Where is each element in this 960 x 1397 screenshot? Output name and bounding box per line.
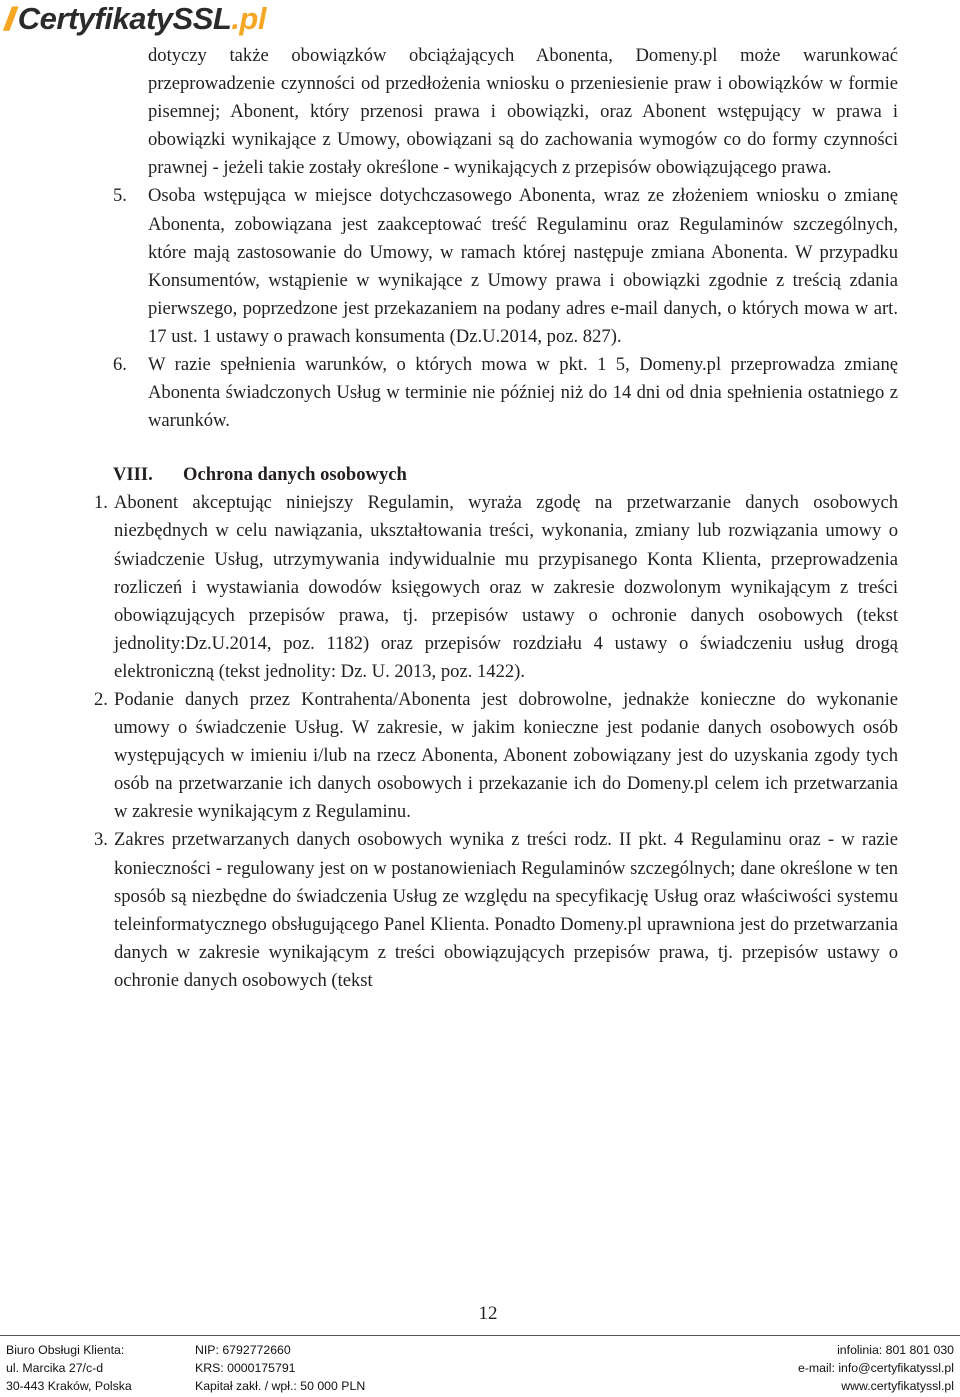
logo-wordmark <box>18 1 266 37</box>
footer-address <box>6 1341 132 1395</box>
footer-nip: NIP: 6792772660 <box>195 1343 291 1357</box>
logo-slashes: // <box>4 0 10 37</box>
list-item-5 <box>113 182 898 351</box>
section-title: Ochrona danych osobowych <box>183 464 407 486</box>
section-heading <box>113 461 960 489</box>
footer-office-label: Biuro Obsługi Klienta: <box>6 1343 125 1357</box>
section-item-1 <box>94 489 898 686</box>
list-item-number: 5. <box>113 185 127 207</box>
list-item-6 <box>113 351 898 435</box>
footer-website: www.certyfikatyssl.pl <box>841 1379 954 1393</box>
list-item-number: 3. <box>94 829 108 851</box>
continuation-paragraph: dotyczy także obowiązków obciążających Abonenta, Domeny.pl może warunkować przeprowadzenie czynności od przedłożenia wniosku o przeniesienie praw i obowiązków w formie pisemnej; Abonent, który przenosi prawa i obowiązki, oraz Abonent wstępujący w prawa i obowiązki wynikające z Umowy, obowiązani są do zachowania wymogów co do formy czynności prawnej - jeżeli takie zostały określone - wynikających z przepisów obowiązującego prawa. <box>148 45 898 179</box>
list-item-text: Podanie danych przez Kontrahenta/Abonenta jest dobrowolne, jednakże konieczne do wykonanie umowy o świadczenie Usług. W zakresie, w jakim konieczne jest podanie danych osobowych osób występujących w imieniu i/lub na rzecz Abonenta, Abonent zobowiązany jest do uzyskania zgody tych osób na przetwarzanie ich danych osobowych i przekazanie ich do Domeny.pl celem ich przetwarzania w zakresie wynikającym z Regulaminu. <box>114 688 898 823</box>
document-body <box>0 42 960 995</box>
list-item-text: Osoba wstępująca w miejsce dotychczasowego Abonenta, wraz ze złożeniem wniosku o zmianę Abonenta, zobowiązana jest zaakceptować treść Regulaminu oraz Regulaminów szczególnych, które mają zastosowanie do Umowy, w ramach której następuje zmiana Abonenta. W przypadku Konsumentów, wstąpienie w wynikające z Umowy prawa i obowiązki zgodnie z treścią zdania pierwszego, poprzedzone jest przekazaniem na podany adres e-mail danych, o których mowa w art. 17 ust. 1 ustawy o prawach konsumenta (Dz.U.2014, poz. 827). <box>148 185 898 347</box>
footer-phone: infolinia: 801 801 030 <box>837 1343 954 1357</box>
list-item-number: 1. <box>94 492 108 514</box>
page-number: 12 <box>478 1303 498 1324</box>
logo-main-text: CertyfikatySSL <box>17 1 232 36</box>
footer-registration <box>195 1341 365 1395</box>
company-logo <box>4 2 266 36</box>
logo-tld-text: .pl <box>231 1 266 36</box>
spacer <box>0 435 960 461</box>
footer-email: e-mail: info@certyfikatyssl.pl <box>798 1361 954 1375</box>
list-item-number: 6. <box>113 354 127 376</box>
footer-capital: Kapitał zakł. / wpł.: 50 000 PLN <box>195 1379 366 1393</box>
footer-divider <box>0 1335 960 1336</box>
footer-city: 30-443 Kraków, Polska <box>6 1379 132 1393</box>
footer-krs: KRS: 0000175791 <box>195 1361 296 1375</box>
section-numeral: VIII. <box>113 464 153 486</box>
section-item-3 <box>94 826 898 995</box>
section-item-2 <box>94 686 898 826</box>
list-item-text: Zakres przetwarzanych danych osobowych wynika z treści rodz. II pkt. 4 Regulaminu oraz - w razie konieczności - regulowany jest on w postanowieniach Regulaminów szczególnych; dane określone w ten sposób są niezbędne do świadczenia Usług ze względu na specyfikację Usług oraz właściwości systemu teleinformatycznego obsługującego Panel Klienta. Ponadto Domeny.pl uprawniona jest do przetwarzania danych w zakresie wynikającym z treści obowiązujących przepisów prawa, tj. przepisów ustawy o ochronie danych osobowych (tekst <box>114 829 898 991</box>
footer-street: ul. Marcika 27/c-d <box>6 1361 104 1375</box>
footer-contact <box>798 1341 954 1395</box>
list-item-number: 2. <box>94 688 108 710</box>
list-item-text: Abonent akceptując niniejszy Regulamin, wyraża zgodę na przetwarzanie danych osobowych niezbędnych w celu nawiązania, ukształtowania treści, wykonania, zmiany lub rozwiązania umowy o świadczenie Usług, utrzymywania indywidualnie mu przypisanego Konta Klienta, przeprowadzenia rozliczeń i wystawiania dowodów księgowych oraz w zakresie dozwolonym wynikającym z treści obowiązujących przepisów prawa, tj. przepisów ustawy o ochronie danych osobowych (tekst jednolity:Dz.U.2014, poz. 1182) oraz przepisów rozdziału 4 ustawy o świadczeniu usług drogą elektroniczną (tekst jednolity: Dz. U. 2013, poz. 1422). <box>114 492 898 682</box>
list-item-text: W razie spełnienia warunków, o których mowa w pkt. 1 5, Domeny.pl przeprowadza zmianę Abonenta świadczonych Usług w terminie nie później niż do 14 dni od dnia spełnienia ostatniego z warunków. <box>148 354 898 432</box>
